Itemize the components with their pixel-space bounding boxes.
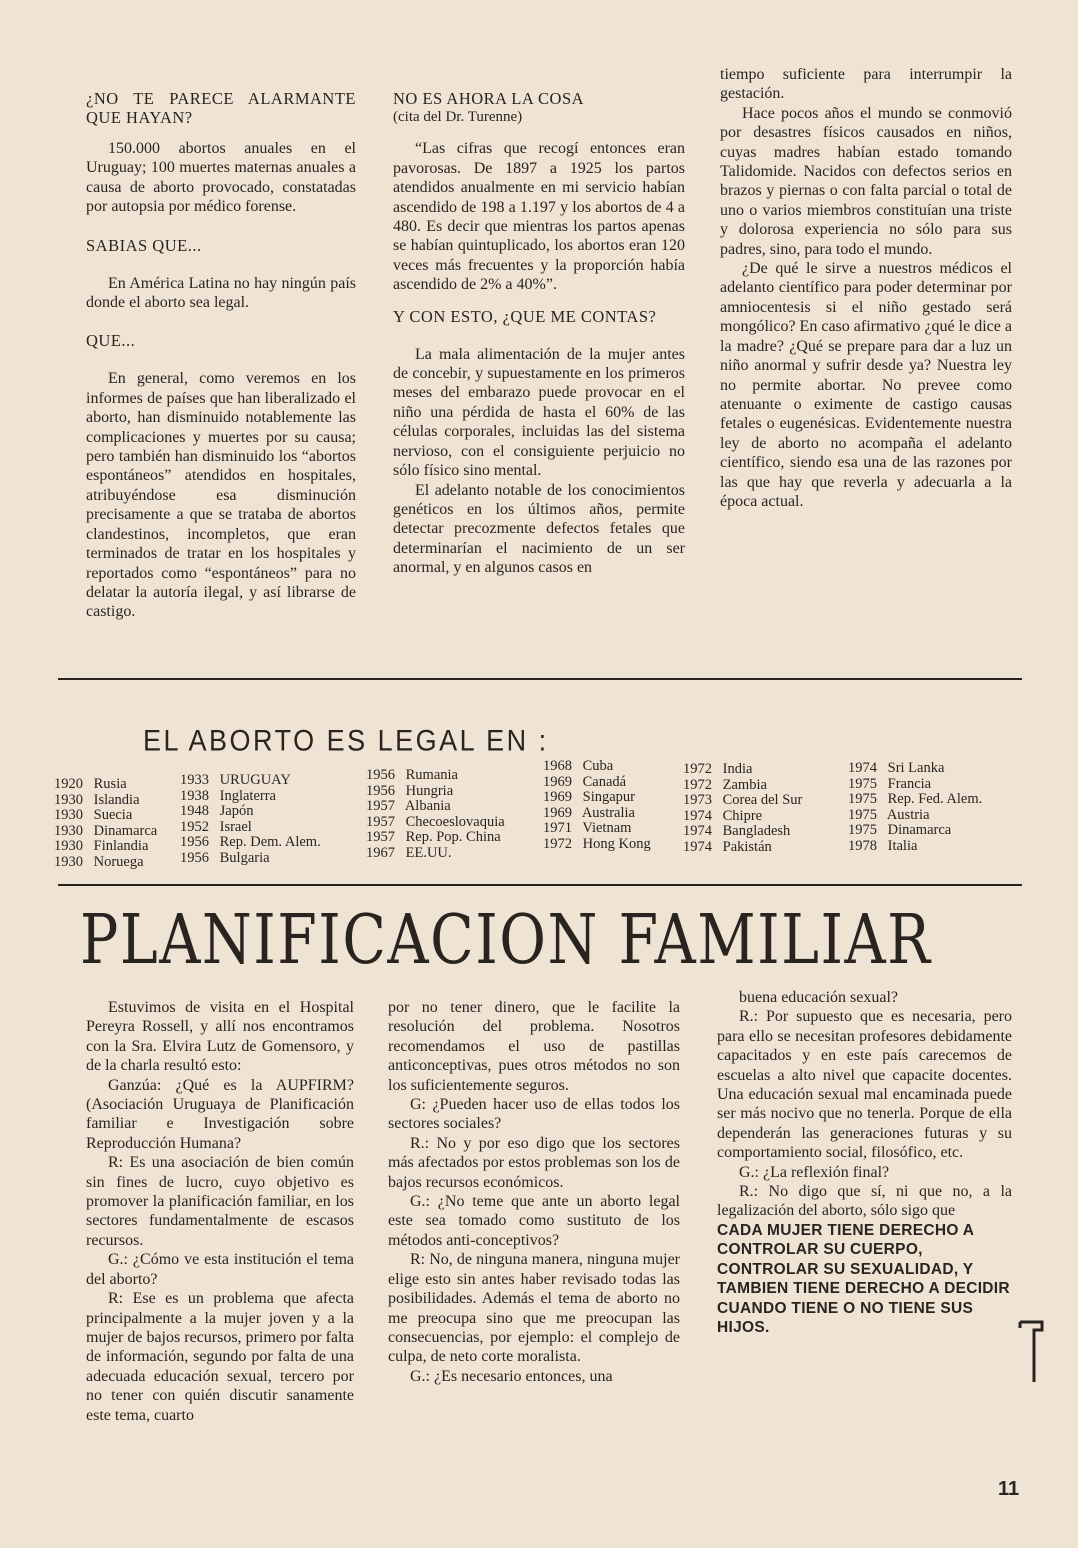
- legal-entry: [848, 839, 982, 855]
- paragraph: G.: ¿No teme que ante un aborto legal este sea tomado como sustituto de los métodos anti-conceptivos?: [388, 1193, 680, 1249]
- legal-year: 1957: [366, 829, 395, 846]
- legal-year: 1975: [848, 806, 877, 823]
- legal-country: Chipre: [719, 807, 763, 824]
- legal-country: Bangladesh: [719, 823, 791, 840]
- legal-country: Dinamarca: [90, 822, 158, 839]
- legal-entry: [54, 824, 157, 840]
- legal-year: 1967: [366, 844, 395, 861]
- heading-subtitle: (cita del Dr. Turenne): [393, 109, 523, 125]
- legal-year: 1978: [848, 837, 877, 854]
- legal-country: Checoeslovaquia: [402, 813, 505, 830]
- legal-year: 1972: [683, 761, 712, 777]
- section-divider: [58, 884, 1022, 886]
- legal-country: Pakistán: [719, 838, 772, 855]
- interview-column-2: [388, 998, 680, 1386]
- legal-list-title: EL ABORTO ES LEGAL EN :: [143, 724, 549, 757]
- legal-country: Sri Lanka: [884, 760, 945, 776]
- legal-year: 1930: [54, 822, 83, 839]
- paragraph: tiempo suficiente para interrumpir la gestación.: [720, 66, 1012, 103]
- paragraph: R.: Por supuesto que es necesaria, pero para ello se necesitan profesores debidamente capacitados y en este país carecemos de escuelas a alto nivel que capacite docentes. Una educación sexual mal encaminada puede ser más nocivo que no tenerla. Porque de ella dependerán las generaciones futuras y su comportamiento social, filosófico, etc.: [717, 1008, 1012, 1162]
- paragraph: En general, como veremos en los informes de países que han liberalizado el aborto, han disminuido notablemente las complicaciones y muertes por su causa; pero también han disminuido los “abortos espontáneos” atendidos en hospitales, atribuyéndose esa disminución precisamente a que se trataba de abortos clandestinos, incompletos, que eran terminados de tratar en los hospitales y reportados como “espontáneos” para no delatar la autoría ilegal, y así librarse de castigo.: [86, 370, 356, 621]
- paragraph: G.: ¿Es necesario entonces, una: [410, 1367, 613, 1385]
- legal-entry: [54, 808, 157, 824]
- legal-year: 1974: [848, 760, 877, 776]
- legal-country: Rep. Pop. China: [402, 829, 501, 846]
- paragraph: La mala alimentación de la mujer antes de concebir, y supuestamente en los primeros meses del embarazo puede provocar en el niño una pérdida de hasta el 60% de las células corporales, incluidas las del sistema nervioso, con el consiguiente perjuicio no sólo físico sino mental.: [393, 345, 685, 480]
- heading-con-esto: Y CON ESTO, ¿QUE ME CONTAS?: [393, 306, 657, 326]
- legal-entry: [366, 768, 505, 784]
- legal-country: Austria: [884, 806, 930, 823]
- legal-entry: [848, 808, 982, 824]
- legal-country: URUGUAY: [216, 772, 291, 788]
- legal-year: 1974: [683, 823, 712, 840]
- legal-entry: [848, 823, 982, 839]
- legal-year: 1969: [543, 804, 572, 821]
- legal-country: Singapur: [579, 789, 635, 806]
- paragraph: Estuvimos de visita en el Hospital Pereyra Rossell, y allí nos encontramos con la Sra. Elvira Lutz de Gomensoro, y de la charla resultó esto:: [86, 999, 354, 1075]
- legal-entry: [366, 830, 505, 846]
- legal-column: [543, 759, 651, 853]
- paragraph: por no tener dinero, que le facilite la resolución del problema. Nosotros recomendamos el uso de pastillas anticonceptivas, pues otros métodos no son los suficientemente seguros.: [388, 999, 680, 1094]
- legal-year: 1930: [54, 838, 83, 855]
- legal-entry: [543, 759, 651, 775]
- closing-statement: CADA MUJER TIENE DERECHO A CONTROLAR SU CUERPO, CONTROLAR SU SEXUALIDAD, Y TAMBIEN TIENE DERECHO A DECIDIR CUANDO TIENE O NO TIENE SUS HIJOS.: [717, 1221, 1010, 1336]
- legal-country: Islandia: [90, 791, 140, 808]
- legal-country: Hungria: [402, 782, 454, 799]
- legal-country: Hong Kong: [579, 835, 651, 852]
- legal-entry: [54, 777, 157, 793]
- legal-country: Finlandia: [90, 838, 149, 855]
- legal-year: 1957: [366, 798, 395, 815]
- paragraph: G.: ¿La reflexión final?: [739, 1163, 890, 1181]
- legal-year: 1956: [366, 782, 395, 799]
- legal-year: 1969: [543, 789, 572, 806]
- legal-entry: [848, 761, 982, 777]
- heading-alarmante: ¿NO TE PARECE ALARMANTE QUE HAYAN?: [86, 89, 356, 127]
- paragraph: R: Ese es un problema que afecta principalmente a la mujer joven y a la mujer de bajos recursos, primero por falta de información, segundo por falta de una adecuada educación sexual, tercero por no tener con quién discutir sanamente este tema, cuarto: [86, 1290, 354, 1424]
- legal-entry: [683, 824, 802, 840]
- article-column-3: [720, 65, 1012, 511]
- legal-entry: [366, 799, 505, 815]
- paragraph: buena educación sexual?: [739, 989, 899, 1006]
- legal-year: 1975: [848, 775, 877, 792]
- quote-paragraph: “Las cifras que recogí entonces eran pavorosas. De 1897 a 1925 los partos atendidos anualmente en mi servicio habían ascendido de 198 a 1.197 y los abortos de 4 a 480. Es decir que mientras los partos apenas se habían quintuplicado, los abortos eran 120 veces más frecuentes y la proporción había ascendido de 2% a 40%”.: [393, 140, 685, 294]
- legal-entry: [543, 837, 651, 853]
- legal-entry: [848, 792, 982, 808]
- legal-year: 1973: [683, 792, 712, 809]
- legal-year: 1974: [683, 838, 712, 855]
- legal-year: 1938: [180, 787, 209, 804]
- paragraph: R.: No y por eso digo que los sectores más afectados por estos problemas son los de bajos recursos económicos.: [388, 1134, 680, 1191]
- legal-year: 1956: [366, 767, 395, 783]
- legal-country: Australia: [579, 804, 635, 821]
- legal-country: Inglaterra: [216, 787, 276, 804]
- legal-country: Francia: [884, 775, 932, 792]
- legal-entry: [180, 804, 321, 820]
- legal-country: Canadá: [579, 773, 627, 790]
- legal-year: 1975: [848, 822, 877, 839]
- legal-year: 1930: [54, 791, 83, 808]
- legal-country: Italia: [884, 837, 918, 854]
- legal-entry: [543, 821, 651, 837]
- legal-country: Vietnam: [579, 820, 632, 837]
- legal-entry: [180, 789, 321, 805]
- legal-entry: [366, 784, 505, 800]
- page-number: 11: [998, 1478, 1020, 1500]
- heading-no-es-ahora: NO ES AHORA LA COSA: [393, 89, 585, 108]
- legal-year: 1975: [848, 791, 877, 808]
- section-title-planificacion: PLANIFICACION FAMILIAR: [80, 900, 932, 980]
- paragraph: Ganzúa: ¿Qué es la AUPFIRM? (Asociación Uruguaya de Planificación familiar e Investigación sobre Reproducción Humana?: [86, 1076, 354, 1152]
- legal-country: Albania: [402, 798, 451, 815]
- legal-entry: [683, 809, 802, 825]
- legal-year: 1971: [543, 820, 572, 837]
- legal-country: EE.UU.: [402, 844, 452, 861]
- legal-year: 1920: [54, 776, 83, 792]
- heading-que: QUE...: [86, 331, 136, 351]
- paragraph: ¿De qué le sirve a nuestros médicos el adelanto científico para poder determinar por amniocentesis si el niño gestado será mongólico? En caso afirmativo ¿qué le dice a la madre? ¿Qué se prepare para dar a luz un niño anormal y sufrir desde ya? Nuestra ley no permite abortar. No prevee como atenuante o eximente de castigo causas fetales o eugenésicas. Evidentemente nuestra ley de aborto no acompaña el adelanto científico, siendo esa una de las razones por las que hay que reverla y adecuarla a la época actual.: [720, 260, 1012, 510]
- legal-year: 1956: [180, 834, 209, 851]
- legal-entry: [54, 855, 157, 871]
- paragraph: Hace pocos años el mundo se conmovió por desastres físicos causados en niños, cuyas madres habían estado tomando Talidomide. Nacidos con defectos serios en brazos y piernas o con falta parcial o total de uno o varios miembros constituían una triste y dolorosa experiencia no sólo para sus padres, sino, para todo el mundo.: [720, 104, 1012, 258]
- legal-entry: [180, 835, 321, 851]
- article-column-2: [393, 89, 685, 578]
- legal-country: Japón: [216, 803, 254, 820]
- legal-country: Israel: [216, 818, 252, 835]
- legal-entry: [366, 815, 505, 831]
- legal-year: 1968: [543, 758, 572, 774]
- section-divider: [58, 678, 1022, 680]
- legal-year: 1952: [180, 818, 209, 835]
- interview-column-1: [86, 998, 354, 1425]
- legal-entry: [180, 773, 321, 789]
- legal-column: [683, 762, 802, 856]
- legal-country: Rep. Fed. Alem.: [884, 791, 983, 808]
- legal-entry: [180, 851, 321, 867]
- legal-country: Suecia: [90, 807, 133, 824]
- legal-country: Corea del Sur: [719, 792, 803, 809]
- paragraph: R: Es una asociación de bien común sin fines de lucro, cuyo objetivo es promover la planificación familiar, en los sectores fundamentalmente de escasos recursos.: [86, 1154, 354, 1249]
- legal-entry: [683, 778, 802, 794]
- legal-entry: [543, 790, 651, 806]
- article-column-1: [86, 89, 356, 622]
- legal-column: [180, 773, 321, 867]
- legal-country: Rep. Dem. Alem.: [216, 834, 321, 851]
- paragraph: En América Latina no hay ningún país donde el aborto sea legal.: [86, 274, 356, 312]
- legal-year: 1930: [54, 807, 83, 824]
- end-mark-icon: [1016, 1318, 1046, 1386]
- legal-entry: [180, 820, 321, 836]
- legal-entry: [848, 777, 982, 793]
- legal-column: [848, 761, 982, 855]
- legal-country: Rusia: [90, 776, 127, 792]
- legal-column: [366, 768, 505, 862]
- legal-entry: [683, 840, 802, 856]
- legal-country: Zambia: [719, 776, 767, 793]
- legal-country: Rumania: [402, 767, 458, 783]
- paragraph: 150.000 abortos anuales en el Uruguay; 100 muertes maternas anuales a causa de aborto provocado, constatadas por autopsia por médico forense.: [86, 140, 356, 216]
- legal-entry: [54, 793, 157, 809]
- legal-year: 1972: [683, 776, 712, 793]
- legal-country: Bulgaria: [216, 849, 270, 866]
- legal-entry: [683, 793, 802, 809]
- legal-country: Cuba: [579, 758, 614, 774]
- legal-year: 1969: [543, 773, 572, 790]
- paragraph: G: ¿Pueden hacer uso de ellas todos los sectores sociales?: [388, 1096, 680, 1133]
- legal-entry: [54, 839, 157, 855]
- paragraph: El adelanto notable de los conocimientos genéticos en los últimos años, permite detectar precozmente defectos fetales que determinarían el nacimiento de un ser anormal, y en algunos casos en: [393, 481, 685, 577]
- legal-year: 1974: [683, 807, 712, 824]
- legal-year: 1957: [366, 813, 395, 830]
- interview-column-3: [717, 988, 1012, 1337]
- legal-country: Noruega: [90, 853, 144, 870]
- paragraph: R: No, de ninguna manera, ninguna mujer elige esto sin antes haber revisado todas las posibilidades. Además el tema de aborto no me preocupa sino que me preocupan las consecuencias, por ejemplo: el complejo de culpa, de neto corte moralista.: [388, 1251, 680, 1366]
- paragraph: R.: No digo que sí, ni que no, a la legalización del aborto, sólo sigo que: [717, 1183, 1012, 1220]
- legal-year: 1972: [543, 835, 572, 852]
- legal-year: 1930: [54, 853, 83, 870]
- legal-entry: [543, 775, 651, 791]
- legal-year: 1948: [180, 803, 209, 820]
- legal-year: 1956: [180, 849, 209, 866]
- legal-entry: [543, 806, 651, 822]
- legal-entry: [366, 846, 505, 862]
- paragraph: G.: ¿Cómo ve esta institución el tema del aborto?: [86, 1251, 354, 1288]
- heading-sabias: SABIAS QUE...: [86, 235, 202, 255]
- legal-country: India: [719, 761, 753, 777]
- legal-column: [54, 777, 157, 871]
- legal-country: Dinamarca: [884, 822, 952, 839]
- legal-entry: [683, 762, 802, 778]
- legal-year: 1933: [180, 772, 209, 788]
